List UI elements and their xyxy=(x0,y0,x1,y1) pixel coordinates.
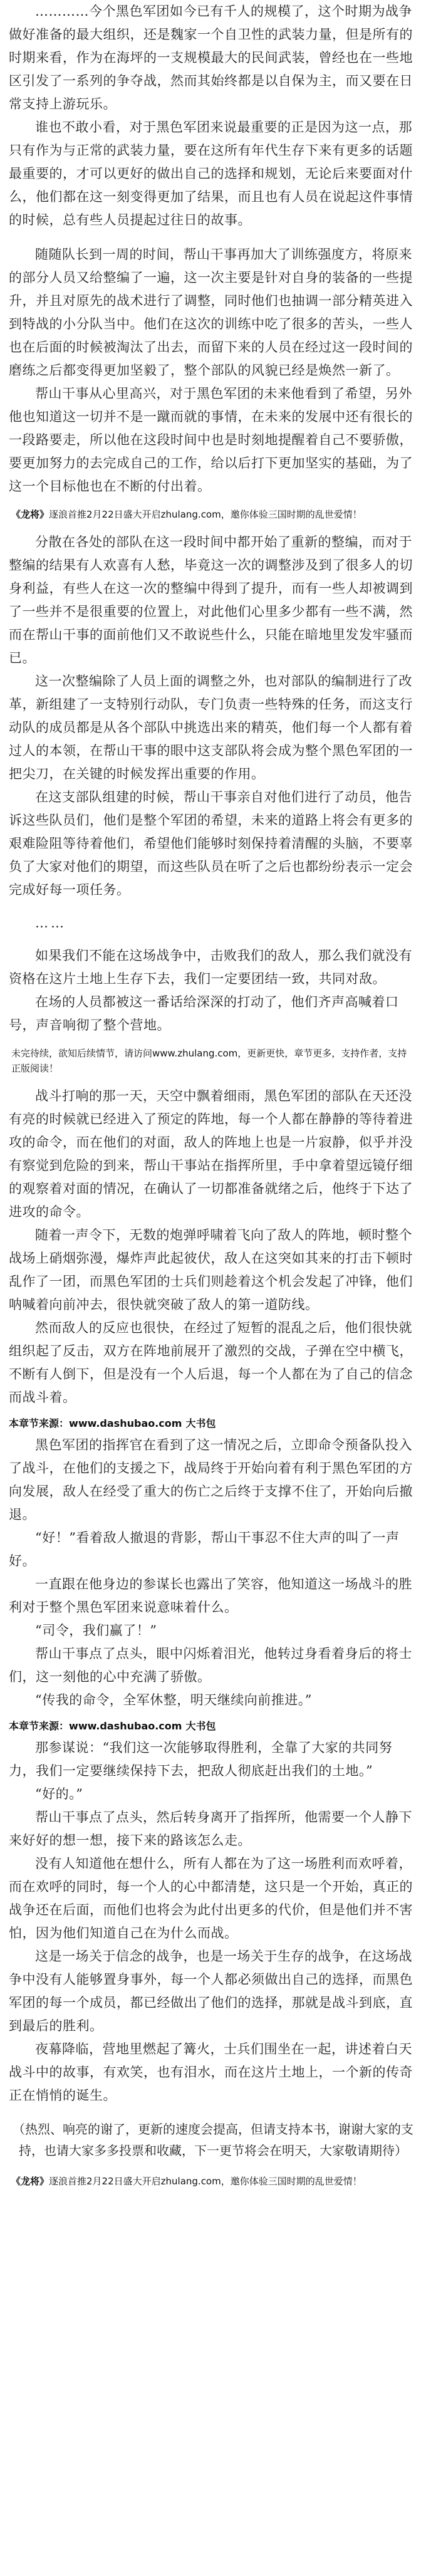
paragraph: 分散在各处的部队在这一段时间中都开始了重新的整编，而对于整编的结果有人欢喜有人愁，毕竟这一次的调整涉及到了很多人的切身利益，有些人在这一次的整编中得到了提升，而有一些人却被调到了一些并不是很重要的位置上，对此他们心里多少都有一些不满，然而在帮山干事的面前他们又不敢说些什么，只能在暗地里发发牢骚而已。 xyxy=(9,534,413,665)
paragraph: 那参谋说：“我们这一次能够取得胜利，全靠了大家的共同努力，我们一定要继续保持下去，把敌人彻底赶出我们的土地。” xyxy=(9,1740,393,1778)
paragraph: “传我的命令，全军休整，明天继续向前推进。” xyxy=(35,1692,312,1708)
chapter-section-3 xyxy=(9,531,417,902)
paragraph: 这是一场关于信念的战争，也是一场关于生存的战争，在这场战争中没有人能够置身事外，每一个人都必须做出自己的选择，而黑色军团的每一个成员，都已经做出了他们的选择，那就是战斗到底，直到最后的胜利。 xyxy=(9,1949,413,2033)
paragraph: 在场的人员都被这一番话给深深的打动了，他们齐声高喊着口号，声音响彻了整个营地。 xyxy=(9,994,399,1033)
paragraph: “好！”看着敌人撤退的背影，帮山干事忍不住大声的叫了一声好。 xyxy=(9,1530,400,1568)
chapter-section-2 xyxy=(9,243,417,498)
ellipsis-break: …… xyxy=(35,915,66,931)
source-label: 本章节来源 xyxy=(9,1720,60,1732)
paragraph: 谁也不敢小看，对于黑色军团来说最重要的正是因为这一点，那只有作为与正常的武装力量，要在这所有年代生存下来有更多的话题最重要的，才可以更好的做出自己的选择和规划，无论后来要面对什么，他们都在这一刻变得更加了结果，而且也有人员在说起这件事情的时候，总有些人员提起过往日的故事。 xyxy=(9,120,413,227)
paragraph: 在这支部队组建的时候，帮山干事亲自对他们进行了动员，他告诉这些队员们，他们是整个军团的希望，未来的道路上将会有更多的艰难险阻等待着他们，希望他们能够时刻保持着清醒的头脑，不要辜负了大家对他们的期望，而这些队员在听了之后也都纷纷表示一定会完成好每一项任务。 xyxy=(9,790,413,897)
source-brand: 大书包 xyxy=(185,1720,216,1732)
paragraph: 随着一声令下，无数的炮弹呼啸着飞向了敌人的阵地，顿时整个战场上硝烟弥漫，爆炸声此起彼伏，敌人在这突如其来的打击下顿时乱作了一团，而黑色军团的士兵们则趁着这个机会发起了冲锋，他们呐喊着向前冲去，很快就突破了敌人的第一道防线。 xyxy=(9,1228,413,1312)
paragraph: 没有人知道他在想什么，所有人都在为了这一场胜利而欢呼着，而在欢呼的同时，每一个人的心中都清楚，这只是一个开始，真正的战争还在后面，而他们也将会为此付出更多的代价，但是他们并不害怕，因为他们知道自己在为什么而战。 xyxy=(9,1856,413,1941)
source-line: 本章节来源：www.dashubao.com 大书包 xyxy=(9,1417,216,1429)
paragraph: 如果我们不能在这场战争中，击败我们的敌人，那么我们就没有资格在这片土地上生存下去，我们一定要团结一致，共同对敌。 xyxy=(9,948,412,986)
paragraph: 这一次整编除了人员上面的调整之外，也对部队的编制进行了改革，新组建了一支特别行动队，专门负责一些特殊的任务，而这支行动队的成员都是从各个部队中挑选出来的精英，他们每一个人都有着过人的本领，在帮山干事的眼中这支部队将会成为整个黑色军团的一把尖刀，在关键的时候发挥出重要的作用。 xyxy=(9,674,413,781)
source-site[interactable]: www.dashubao.com xyxy=(69,1417,182,1429)
source-line: 本章节来源：www.dashubao.com 大书包 xyxy=(9,1720,216,1732)
source-brand: 大书包 xyxy=(185,1417,216,1429)
paragraph: 随随队长到一周的时间，帮山干事再加大了训练强度方，将原来的部分人员又给整编了一遍，这一次主要是针对自身的装备的一些提升，并且对原先的战术进行了调整，同时他们也抽调一部分精英进入到特战的小分队当中。他们在这次的训练中吃了很多的苦头，一些人也在后面的时候被淘汰了出去，而留下来的人员在经过这一段时间的磨练之后都变得更加坚毅了，整个部队的风貌已经是焕然一新了。 xyxy=(9,247,413,378)
promo-text: 逐浪首推2月22日盛大开启zhulang.com，邀你体验三国时期的乱世爱情！ xyxy=(49,2176,362,2187)
source-label: 本章节来源 xyxy=(9,1417,60,1429)
paragraph: 一直跟在他身边的参谋长也露出了笑容，他知道这一场战斗的胜利对于整个黑色军团来说意味着什么。 xyxy=(9,1577,412,1615)
promo-banner[interactable] xyxy=(9,506,417,523)
promo-banner-continue[interactable] xyxy=(9,1045,417,1077)
paragraph: …………今个黑色军团如今已有千人的规模了，这个时期为战争做好准备的最大组织，还是魏家一个自卫性的武装力量，但是所有的时期来看，作为在海坪的一支规模最大的民间武装，曾经也在一些地区引发了一系列的争夺战，然而其始终都是以自保为主，而又要在日常支持上游玩乐。 xyxy=(9,4,413,112)
promo-text: 逐浪首推2月22日盛大开启zhulang.com，邀你体验三国时期的乱世爱情！ xyxy=(49,509,362,520)
author-note: （热烈、响亮的谢了，更新的速度会提高，但请支持本书，谢谢大家的支持，也请大家多多投票和收藏，下一更节将会在明天，大家敬请期待） xyxy=(13,2122,413,2158)
chapter-section-6 xyxy=(9,1434,417,1712)
chapter-section-7 xyxy=(9,1736,417,2107)
promo-title: 《龙将》 xyxy=(11,509,49,520)
promo-title: 《龙将》 xyxy=(11,2176,49,2187)
paragraph: “司令，我们赢了！” xyxy=(35,1623,157,1638)
paragraph: 黑色军团的指挥官在看到了这一情况之后，立即命令预备队投入了战斗，在他们的支援之下，战局终于开始向着有利于黑色军团的方向发展，敌人在经受了重大的伤亡之后终于支撑不住了，开始向后撤退。 xyxy=(9,1437,413,1522)
chapter-section-1 xyxy=(9,0,417,232)
promo-banner-bottom[interactable] xyxy=(9,2172,417,2190)
chapter-section-4 xyxy=(9,944,417,1037)
source-site[interactable]: www.dashubao.com xyxy=(69,1720,182,1732)
paragraph: 夜幕降临，营地里燃起了篝火，士兵们围坐在一起，讲述着白天战斗中的故事，有欢笑，也有泪水，而在这片土地上，一个新的传奇正在悄悄的诞生。 xyxy=(9,2042,413,2103)
paragraph: 帮山干事点了点头，眼中闪烁着泪光，他转过身看着身后的将士们，这一刻他的心中充满了骄傲。 xyxy=(9,1646,412,1684)
promo-text: 未完待续，欲知后续情节，请访问www.zhulang.com，更新更快，章节更多，支持作者，支持正版阅读！ xyxy=(11,1048,407,1074)
paragraph: 帮山干事点了点头，然后转身离开了指挥所，他需要一个人静下来好好的想一想，接下来的路该怎么走。 xyxy=(9,1810,412,1848)
paragraph: “好的。” xyxy=(35,1786,83,1802)
paragraph: 帮山干事从心里高兴，对于黑色军团的未来他看到了希望，另外他也知道这一切并不是一蹴而就的事情，在未来的发展中还有很长的一段路要走，所以他在这段时间中也是时刻地提醒着自己不要骄傲，要更加努力的去完成自己的工作，给以后打下更加坚实的基础，为了这一个目标他也在不断的付出着。 xyxy=(9,386,413,494)
paragraph: 战斗打响的那一天，天空中飘着细雨，黑色军团的部队在天还没有亮的时候就已经进入了预定的阵地，每一个人都在静静的等待着进攻的命令，而在他们的对面，敌人的阵地上也是一片寂静，似乎并没有察觉到危险的到来，帮山干事站在指挥所里，手中拿着望远镜仔细的观察着对面的情况，在确认了一切都准备就绪之后，他终于下达了进攻的命令。 xyxy=(9,1088,413,1219)
chapter-section-5 xyxy=(9,1085,417,1409)
paragraph: 然而敌人的反应也很快，在经过了短暂的混乱之后，他们很快就组织起了反击，双方在阵地前展开了激烈的交战，子弹在空中横飞，不断有人倒下，但是没有一个人后退，每一个人都在为了自己的信念而战斗着。 xyxy=(9,1320,413,1405)
